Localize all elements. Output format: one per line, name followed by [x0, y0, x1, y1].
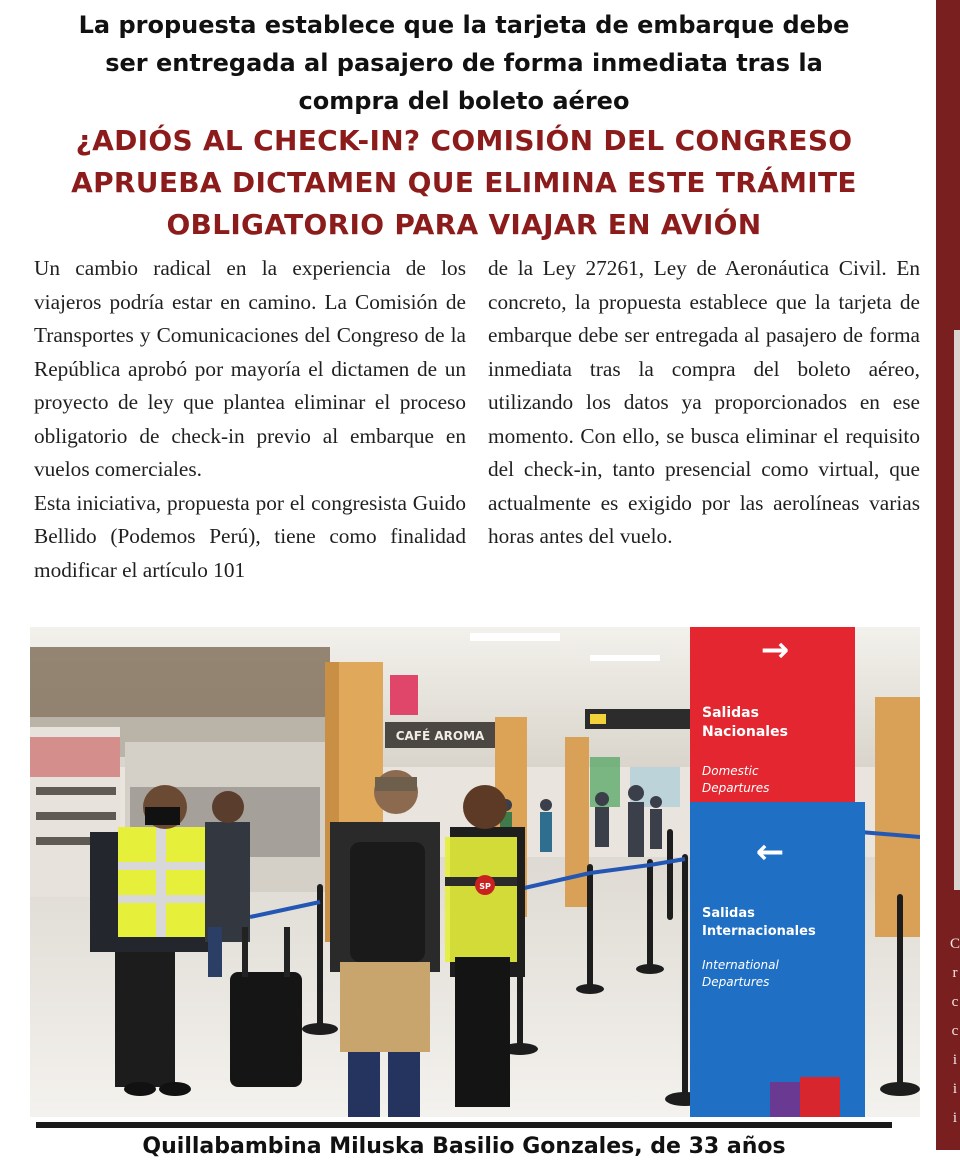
adjacent-letter: i [952, 1081, 958, 1097]
body-paragraph: Un cambio radical en la experiencia de los viajeros podría estar en camino. La Comisión de Transportes y Comunicaciones del Congreso de la República aprobó por mayoría el dictamen de un proyecto de ley que plantea eliminar el proceso obligatorio de check-in previo al embarque en vuelos comerciales. [34, 256, 466, 481]
article-headline: ¿ADIÓS AL CHECK-IN? COMISIÓN DEL CONGRESO APRUEBA DICTAMEN QUE ELIMINA ESTE TRÁMITE OBLIGATORIO PARA VIAJAR EN AVIÓN [71, 124, 857, 241]
adjacent-photo-edge [954, 330, 960, 890]
body-column-right [488, 252, 920, 554]
arrow-right-icon: → [760, 630, 790, 670]
adjacent-letter: i [952, 1052, 958, 1068]
adjacent-letter: c [951, 1023, 959, 1039]
vest-badge-text: SP [479, 882, 491, 891]
sign-international-en: International Departures [702, 958, 779, 989]
sign-domestic-en: Domestic Departures [702, 764, 770, 795]
shop-sign-text: CAFÉ AROMA [395, 729, 485, 743]
body-paragraph: de la Ley 27261, Ley de Aeronáutica Civil. En concreto, la propuesta establece que la tarjeta de embarque debe ser entregada al pasajero de forma inmediata tras la compra del boleto aéreo, utilizando los datos ya proporcionados en ese momento. Con ello, se busca eliminar el requisito del check-in, tanto presencial como virtual, que actualmente es exigido por las aerolíneas varias horas antes del vuelo. [488, 256, 920, 548]
adjacent-letter: C [950, 936, 960, 952]
airport-scene [30, 627, 920, 1117]
article-kicker: La propuesta establece que la tarjeta de embarque debe ser entregada al pasajero de forma inmediata tras la compra del boleto aéreo [78, 11, 850, 115]
sign-domestic-es: Salidas Nacionales [702, 705, 788, 740]
body-paragraph: Esta iniciativa, propuesta por el congresista Guido Bellido (Podemos Perú), tiene como finalidad modificar el artículo 101 [34, 490, 466, 582]
airport-photo [30, 627, 920, 1117]
adjacent-column-text [950, 930, 960, 1133]
next-article-title: Quillabambina Miluska Basilio Gonzales, de 33 años [142, 1134, 786, 1159]
section-divider [36, 1122, 892, 1128]
arrow-left-icon: ← [755, 832, 785, 872]
departures-sign [690, 627, 865, 1117]
sign-international-es: Salidas Internacionales [702, 906, 816, 939]
adjacent-letter: i [952, 1110, 958, 1126]
adjacent-letter: r [952, 965, 958, 981]
adjacent-letter: c [951, 994, 959, 1010]
body-column-left [34, 252, 466, 587]
